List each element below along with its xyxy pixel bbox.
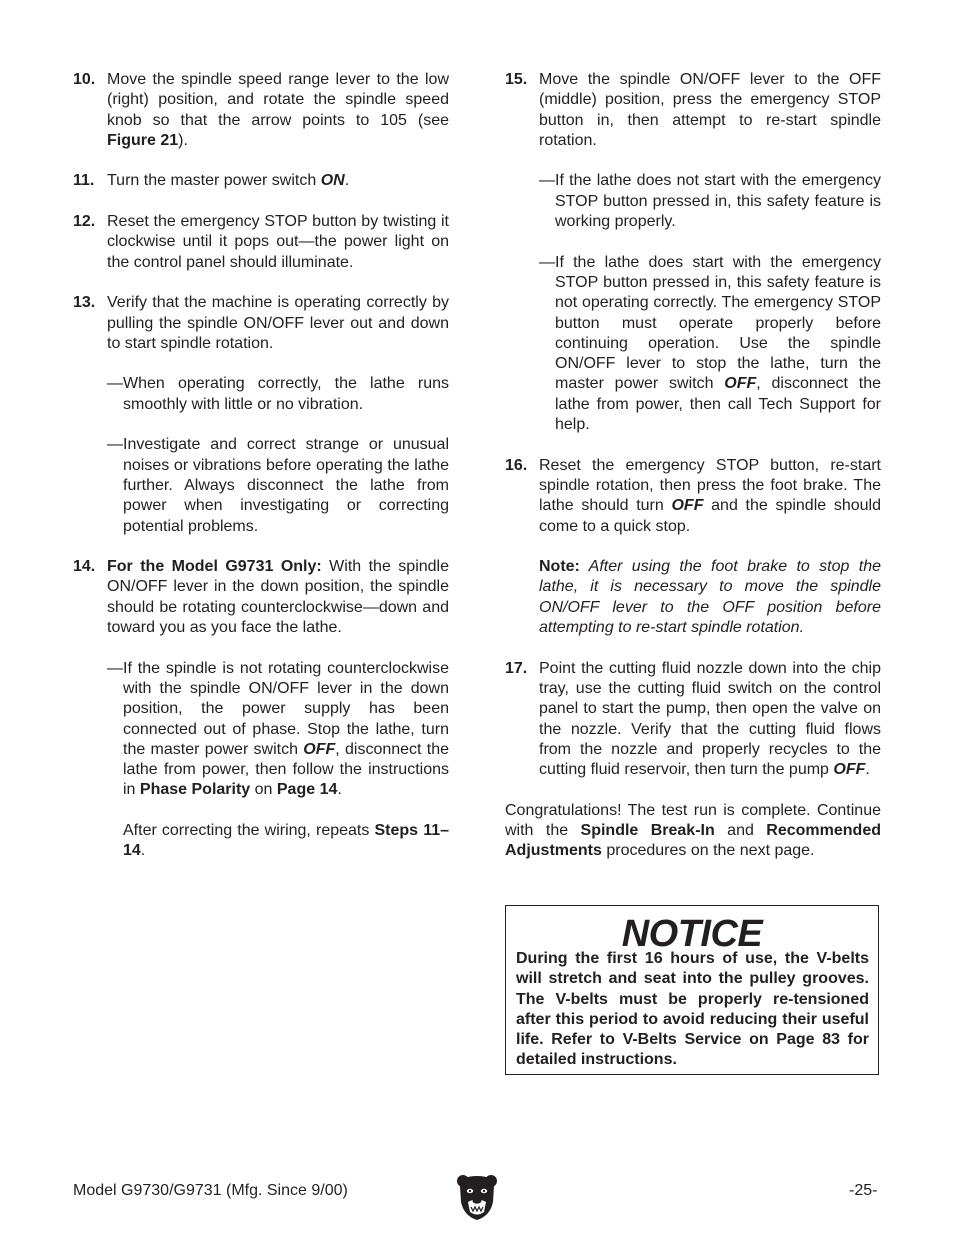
step-15 <box>505 70 881 151</box>
step-text: Move the spindle ON/OFF lever to the OFF (middle) position, press the emergency STOP button in, then attempt to re-start spindle rotation. <box>539 71 881 149</box>
step-text-end: . <box>344 172 350 190</box>
sub-text: If the spindle is not rotating counterclockwise with the spindle ON/OFF lever in the down position, the power supply has been connected out of phase. Stop the lathe, turn the master power switch <box>123 659 449 758</box>
step-14 <box>73 557 449 638</box>
note-label: Note: <box>539 558 580 576</box>
sub-text: If the lathe does not start with the emergency STOP button pressed in, this safety feature is working properly. <box>555 172 881 231</box>
after-text-end: . <box>140 842 146 860</box>
page-reference: Page 14 <box>276 781 338 799</box>
steps-reference: Steps 11–14 <box>123 821 450 860</box>
para-text: and <box>714 821 767 839</box>
step-16 <box>505 456 881 537</box>
step-number: 13. <box>73 294 96 312</box>
sub-text: . <box>337 781 342 799</box>
congratulations-paragraph <box>505 801 881 862</box>
step-text: Reset the emergency STOP button, re-start spindle rotation, then press the foot brake. The lathe should turn <box>539 456 881 515</box>
after-text: After correcting the wiring, repeats <box>123 821 375 839</box>
sub-text: If the lathe does start with the emergency STOP button pressed in, this safety feature is not operating correctly. The emergency STOP button must operate properly before continuing operation. Use the spindle ON/OFF lever to stop the lathe, turn the master power switch <box>555 253 881 393</box>
dash: — <box>539 172 555 190</box>
step-text: and the spindle should come to a quick stop. <box>539 497 881 535</box>
para-text: Congratulations! The test run is complete. Continue with the <box>505 801 881 839</box>
step-15-sub-1 <box>505 171 881 232</box>
page-number: -25- <box>849 1182 878 1199</box>
step-14-after <box>73 821 449 862</box>
step-14-sub-1 <box>73 659 449 801</box>
step-13-sub-1 <box>73 374 449 415</box>
notice-box <box>505 905 879 1075</box>
sub-text: on <box>250 781 277 799</box>
step-10 <box>73 70 449 151</box>
step-11 <box>73 171 449 191</box>
emphasis-off: OFF <box>833 761 866 779</box>
model-lead: For the Model G9731 Only: <box>107 558 322 576</box>
dash: — <box>107 436 123 454</box>
emphasis-off: OFF <box>303 740 336 758</box>
step-15-sub-2 <box>505 253 881 436</box>
para-text: procedures on the next page. <box>601 842 815 860</box>
step-number: 12. <box>73 213 96 231</box>
dash: — <box>539 253 555 271</box>
left-column <box>73 70 449 882</box>
step-text: Reset the emergency STOP button by twisting it clockwise until it pops out—the power light on the control panel should illuminate. <box>107 213 449 271</box>
figure-reference: Figure 21 <box>107 131 179 149</box>
notice-title: NOTICE <box>621 913 763 955</box>
step-13 <box>73 293 449 354</box>
section-reference: Recommended Adjustments <box>505 821 881 860</box>
step-number: 16. <box>505 456 528 474</box>
notice-body: During the first 16 hours of use, the V-belts will stretch and seat into the pulley grooves. The V-belts must be properly re-tensioned after this period to avoid reducing their useful life. Refer to V-Belts Service on Page 83 for detailed instructions. <box>516 950 869 1069</box>
section-reference: Phase Polarity <box>139 781 251 799</box>
right-column <box>505 70 881 882</box>
step-text: Point the cutting fluid nozzle down into the chip tray, use the cutting fluid switch on the control panel to start the pump, then open the valve on the nozzle. Verify that the cutting fluid flows from the nozzle and properly recycles to the cutting fluid reservoir, then turn the pump <box>539 659 881 779</box>
sub-text: , disconnect the lathe from power, then call Tech Support for help. <box>555 375 881 434</box>
section-reference: Spindle Break-In <box>580 821 715 839</box>
step-text-end: ). <box>178 131 188 149</box>
step-text: With the spindle ON/OFF lever in the down position, the spindle should be rotating counterclockwise—down and toward you as you face the lathe. <box>107 558 450 637</box>
step-number: 14. <box>73 558 96 576</box>
step-number: 10. <box>73 71 96 88</box>
note-text: After using the foot brake to stop the lathe, it is necessary to move the spindle ON/OFF lever to the OFF position before attempting to re-start spindle rotation. <box>539 558 881 637</box>
sub-text: Investigate and correct strange or unusual noises or vibrations before operating the lathe further. Always disconnect the lathe from power when investigating or correcting potential problems. <box>123 436 449 535</box>
step-12 <box>73 212 449 273</box>
step-text: Turn the master power switch <box>107 172 321 190</box>
bear-head-icon <box>456 1172 498 1222</box>
dash: — <box>107 659 123 677</box>
emphasis-off: OFF <box>671 497 704 515</box>
dash: — <box>107 375 123 393</box>
footer-model: Model G9730/G9731 (Mfg. Since 9/00) <box>73 1182 348 1199</box>
step-17 <box>505 659 881 781</box>
emphasis-off: OFF <box>724 375 757 393</box>
step-text-end: . <box>865 761 870 779</box>
step-text: Verify that the machine is operating correctly by pulling the spindle ON/OFF lever out and down to start spindle rotation. <box>107 294 449 352</box>
step-13-sub-2 <box>73 435 449 536</box>
step-number: 17. <box>505 659 528 677</box>
step-16-note <box>505 557 881 638</box>
step-number: 15. <box>505 71 528 88</box>
sub-text: When operating correctly, the lathe runs smoothly with little or no vibration. <box>123 375 449 413</box>
step-text: Move the spindle speed range lever to the low (right) position, and rotate the spindle speed knob so that the arrow points to 105 (see <box>107 71 449 129</box>
sub-text: , disconnect the lathe from power, then follow the instructions in <box>123 740 449 799</box>
emphasis-on: ON <box>320 172 345 190</box>
step-number: 11. <box>73 172 95 190</box>
